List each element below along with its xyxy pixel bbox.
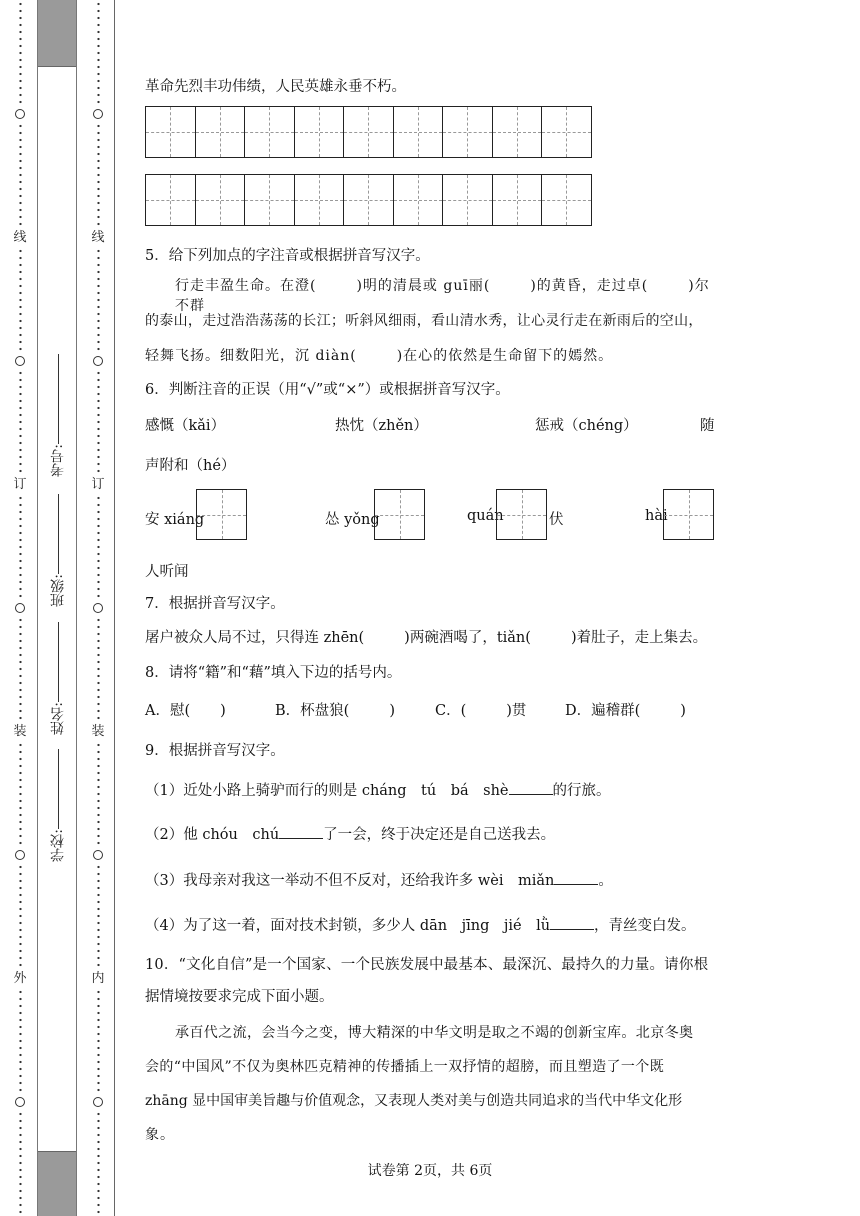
margin-mark-ding: 订	[91, 477, 105, 492]
circle-mark	[15, 603, 25, 613]
q6-char-3: 伏	[549, 512, 564, 528]
q9-answer-1[interactable]	[509, 794, 553, 795]
class-line	[58, 494, 59, 574]
q8-option-b: B．杯盘狼( )	[275, 703, 395, 719]
name-line	[58, 622, 59, 702]
circle-mark	[15, 109, 25, 119]
q9-item-3: （3）我母亲对我这一举动不但不反对，还给我许多 wèi miǎn 。	[145, 873, 613, 889]
q6-pinyin-4: hài	[645, 508, 668, 524]
q6-word-2: 热忱（zhěn）	[335, 418, 428, 434]
q5-line-2: 的泰山，走过浩浩荡荡的长江；听斜风细雨，看山清水秀，让心灵行走在新雨后的空山，	[145, 313, 703, 329]
q10-passage-1: 承百代之流，会当今之变，博大精深的中华文明是取之不竭的创新宝库。北京冬奥	[175, 1025, 694, 1041]
q6-word-5: 声附和（hé）	[145, 458, 236, 474]
circle-mark	[93, 603, 103, 613]
margin-mark-line: 线	[91, 230, 105, 245]
school-label: 学校:	[50, 829, 66, 862]
q8-option-a: A．慰( )	[145, 703, 226, 719]
q10-passage-4: 象。	[145, 1127, 175, 1143]
margin-mark-line: 线	[13, 230, 27, 245]
q6-box-4[interactable]	[663, 489, 714, 540]
class-field[interactable]	[38, 490, 78, 607]
margin-rule	[114, 0, 115, 1216]
circle-mark	[15, 1097, 25, 1107]
q6-title: 6．判断注音的正误（用“√”或“×”）或根据拼音写汉字。	[145, 382, 510, 398]
q10-title-1: 10．“文化自信”是一个国家、一个民族发展中最基本、最深沉、最持久的力量。请你根	[145, 957, 709, 973]
name-field[interactable]	[38, 618, 78, 735]
page-footer: 试卷第 2页，共 6页	[367, 1163, 493, 1179]
name-label: 姓名:	[50, 702, 66, 735]
q5-title: 5．给下列加点的字注音或根据拼音写汉字。	[145, 248, 430, 264]
exam-no-line	[58, 354, 59, 444]
margin-mark-nei: 内	[91, 971, 105, 986]
q10-passage-3: zhāng 显中国审美旨趣与价值观念，又表现人类对美与创造共同追求的当代中华文化形	[145, 1093, 683, 1109]
inner-binding-margin	[88, 0, 108, 1216]
school-field[interactable]	[38, 745, 78, 862]
circle-mark	[93, 1097, 103, 1107]
q6-box-3[interactable]	[496, 489, 547, 540]
q6-pinyin-1: 安 xiáng	[145, 512, 205, 528]
q6-word-6: 人听闻	[145, 564, 189, 580]
exam-no-field[interactable]	[38, 350, 78, 477]
q7-title: 7．根据拼音写汉字。	[145, 596, 285, 612]
q6-word-4: 随	[700, 418, 715, 434]
band-top-shade	[38, 0, 76, 67]
margin-mark-ding: 订	[13, 477, 27, 492]
q8-option-c: C．( )贯	[435, 703, 527, 719]
q9-answer-2[interactable]	[279, 838, 323, 839]
q5-line-1: 行走丰盈生命。在澄( )明的清晨或 guī丽( )的黄昏，走过卓( )尔不群	[175, 278, 710, 314]
q5-line-3: 轻舞飞扬。细数阳光，沉 diàn( )在心的依然是生命留下的嫣然。	[145, 348, 614, 364]
q9-item-4: （4）为了这一着，面对技术封锁，多少人 dān jīng jié lǜ ，青丝变白发。	[145, 918, 696, 934]
q6-box-1[interactable]	[196, 489, 247, 540]
class-label: 班级:	[50, 574, 66, 607]
circle-mark	[93, 356, 103, 366]
q9-item-2: （2）他 chóu chú 了一会，终于决定还是自己送我去。	[145, 827, 556, 843]
school-line	[58, 749, 59, 829]
q6-pinyin-2: 怂 yǒng	[325, 512, 380, 528]
exam-no-label: 考号:	[50, 444, 66, 477]
q6-word-1: 感慨（kǎi）	[145, 418, 226, 434]
q6-word-3: 惩戒（chéng）	[535, 418, 638, 434]
circle-mark	[93, 109, 103, 119]
margin-mark-wai: 外	[13, 971, 27, 986]
q9-answer-4[interactable]	[550, 929, 594, 930]
q6-box-2[interactable]	[374, 489, 425, 540]
circle-mark	[93, 850, 103, 860]
margin-mark-zhuang: 装	[91, 724, 105, 739]
q6-pinyin-3: quán	[467, 508, 504, 524]
q8-option-d: D．遍稽群( )	[565, 703, 686, 719]
student-info-band	[37, 0, 77, 1216]
circle-mark	[15, 850, 25, 860]
writing-grid-row-2[interactable]	[145, 174, 592, 226]
writing-grid-row-1[interactable]	[145, 106, 592, 158]
margin-mark-zhuang: 装	[13, 724, 27, 739]
q9-title: 9．根据拼音写汉字。	[145, 743, 285, 759]
q9-item-1: （1）近处小路上骑驴而行的则是 cháng tú bá shè 的行旅。	[145, 783, 611, 799]
q10-title-2: 据情境按要求完成下面小题。	[145, 989, 334, 1005]
q10-passage-2: 会的“中国风”不仅为奥林匹克精神的传播插上一双抒情的超膀，而且塑造了一个既	[145, 1059, 665, 1075]
outer-binding-margin	[10, 0, 30, 1216]
copy-sentence: 革命先烈丰功伟绩，人民英雄永垂不朽。	[145, 79, 406, 95]
q8-title: 8．请将“籍”和“藉”填入下边的括号内。	[145, 665, 402, 681]
circle-mark	[15, 356, 25, 366]
q7-line: 屠户被众人局不过，只得连 zhēn( )两碗酒喝了，tiǎn( )着肚子，走上集去。	[145, 630, 708, 646]
q9-answer-3[interactable]	[554, 884, 598, 885]
